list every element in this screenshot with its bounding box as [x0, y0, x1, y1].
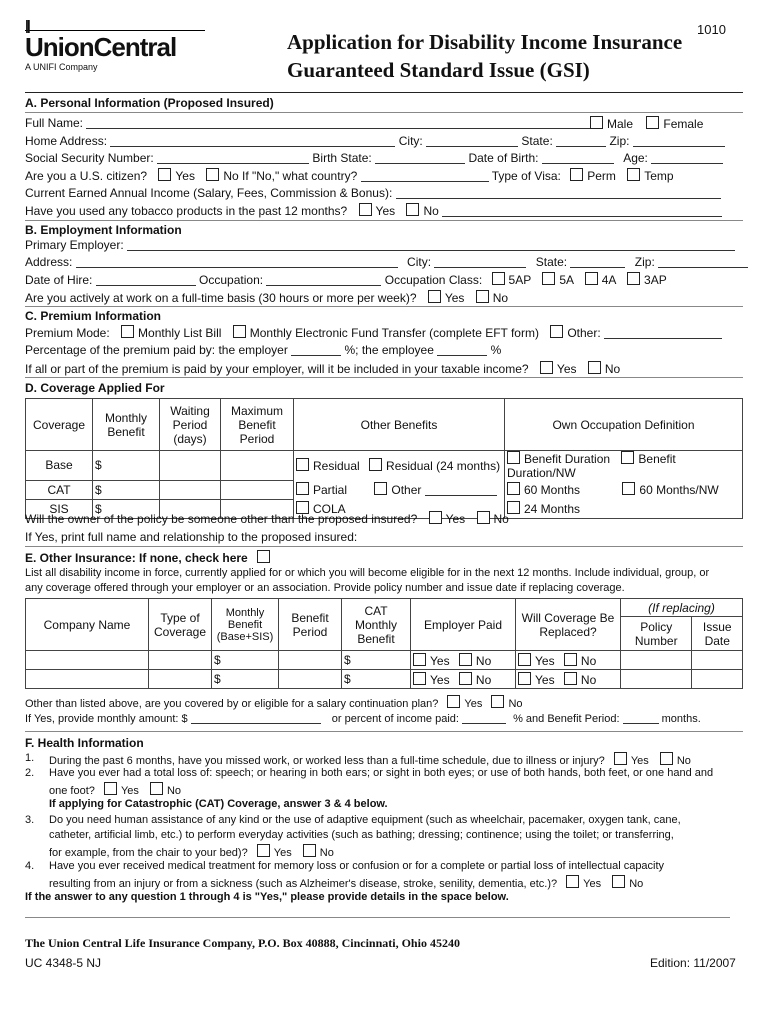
q3-text-a: Do you need human assistance of any kind or the use of adaptive equipment (such as wheelchair, pacemaker, oxygen tank, cane, — [49, 814, 681, 826]
full-name-field[interactable] — [86, 117, 596, 129]
state-field[interactable] — [556, 135, 606, 147]
citizen-no-checkbox[interactable] — [206, 168, 219, 181]
class-5a-checkbox[interactable] — [542, 272, 555, 285]
ssn-label: Social Security Number: — [25, 151, 154, 165]
citizen-yes-checkbox[interactable] — [158, 168, 171, 181]
q1-number: 1. — [25, 752, 35, 764]
section-e-intro1: List all disability income in force, currently applied for or which you will become eligible for in the next 12 months. Include individual, group, or — [25, 567, 710, 579]
salary-yes-label: Yes — [464, 698, 483, 710]
employer-address-field[interactable] — [76, 256, 398, 268]
employer-zip-field[interactable] — [658, 256, 748, 268]
employer-paid-no-checkbox[interactable] — [459, 672, 472, 685]
section-e-heading: E. Other Insurance: If none, check here — [25, 551, 248, 565]
details-line[interactable] — [25, 917, 730, 918]
section-a-heading: A. Personal Information (Proposed Insured) — [25, 96, 274, 110]
female-checkbox[interactable] — [646, 116, 659, 129]
active-no-checkbox[interactable] — [476, 290, 489, 303]
partial-checkbox[interactable] — [296, 482, 309, 495]
amount-label: If Yes, provide monthly amount: $ — [25, 713, 188, 725]
class-3ap-label: 3AP — [644, 273, 667, 287]
owner-print-label: If Yes, print full name and relationship to the proposed insured: — [25, 530, 358, 544]
q3-yes-checkbox[interactable] — [257, 844, 270, 857]
employer-paid-yes-checkbox[interactable] — [413, 653, 426, 666]
monthly-benefit-cell[interactable]: $ — [93, 451, 160, 481]
city-field[interactable] — [426, 135, 518, 147]
issue-cell[interactable] — [692, 651, 743, 670]
company-name-header: Company Name — [26, 599, 149, 651]
own-occ-cell: 60 Months 60 Months/NW — [505, 480, 743, 499]
employer-paid-yes-checkbox[interactable] — [413, 672, 426, 685]
period-cell[interactable] — [279, 670, 342, 689]
age-field[interactable] — [651, 152, 723, 164]
residual24-checkbox[interactable] — [369, 458, 382, 471]
logo-name: UnionCentral — [25, 32, 177, 62]
eft-checkbox[interactable] — [233, 325, 246, 338]
type-cell[interactable] — [149, 670, 212, 689]
monthly-benefit-cell[interactable]: $ — [93, 499, 160, 518]
replace-no-checkbox[interactable] — [564, 653, 577, 666]
pct-end-label: % — [490, 343, 502, 357]
q1-yes-label: Yes — [630, 755, 649, 767]
q2-no-checkbox[interactable] — [150, 782, 163, 795]
waiting-period-header: Waiting Period (days) — [160, 399, 221, 451]
replace-header: Will Coverage Be Replaced? — [516, 599, 621, 651]
monthly-base-sis-header: Monthly Benefit (Base+SIS) — [212, 599, 279, 651]
pct-paid-label: or percent of income paid: — [331, 713, 459, 725]
company-cell[interactable] — [26, 651, 149, 670]
type-header: Type of Coverage — [149, 599, 212, 651]
q4-text-a: Have you ever received medical treatment for memory loss or confusion or for a complete or partial loss of intellectual capacity — [49, 860, 665, 872]
own-occ-header: Own Occupation Definition — [505, 399, 743, 451]
q4-number: 4. — [25, 860, 35, 872]
tobacco-no-label: No — [423, 204, 439, 218]
hire-label: Date of Hire: — [25, 273, 93, 287]
no-other-insurance-checkbox[interactable] — [257, 550, 270, 563]
country-field[interactable] — [361, 170, 489, 182]
benefit-duration-nw-checkbox[interactable] — [621, 451, 634, 464]
employer-paid-cell: Yes No — [411, 651, 516, 670]
age-label: Age: — [623, 151, 648, 165]
own-occ-cell: 24 Months — [505, 499, 743, 518]
benefit-period-label: % and Benefit Period: — [513, 713, 620, 725]
60-months-nw-checkbox[interactable] — [622, 482, 635, 495]
issue-date-header: Issue Date — [692, 617, 743, 651]
owner-no-label: No — [493, 512, 509, 526]
q3-number: 3. — [25, 814, 35, 826]
ssn-field[interactable] — [157, 152, 309, 164]
class-5a-label: 5A — [559, 273, 574, 287]
section-b-heading: B. Employment Information — [25, 223, 182, 237]
birth-state-label: Birth State: — [312, 151, 372, 165]
issue-cell[interactable] — [692, 670, 743, 689]
other-benefits-cell: COLA — [294, 499, 505, 518]
max-benefit-cell[interactable] — [221, 451, 294, 481]
male-checkbox[interactable] — [590, 116, 603, 129]
policy-cell[interactable] — [621, 670, 692, 689]
other-benefits-header: Other Benefits — [294, 399, 505, 451]
coverage-label: Base — [26, 451, 93, 481]
tobacco-label: Have you used any tobacco products in the past 12 months? — [25, 204, 348, 218]
dob-label: Date of Birth: — [468, 151, 539, 165]
q3-yes-label: Yes — [273, 847, 292, 859]
q3-text-b: catheter, artificial limb, etc.) to perform everyday activities (such as bathing; dressing; continence; using the toilet; or transferring, — [49, 829, 674, 841]
active-no-label: No — [492, 291, 509, 305]
monthly-list-checkbox[interactable] — [121, 325, 134, 338]
class-3ap-checkbox[interactable] — [627, 272, 640, 285]
monthly-cell[interactable]: $ — [212, 670, 279, 689]
temp-label: Temp — [644, 169, 674, 183]
class-4a-checkbox[interactable] — [585, 272, 598, 285]
employer-state-label: State: — [535, 255, 568, 269]
cat-cell[interactable]: $ — [342, 651, 411, 670]
taxable-yes-label: Yes — [556, 362, 577, 376]
q2-yes-label: Yes — [120, 785, 139, 797]
other-benefit-field[interactable] — [425, 484, 497, 496]
class-5ap-checkbox[interactable] — [492, 272, 505, 285]
active-label: Are you actively at work on a full-time basis (30 hours or more per week)? — [25, 291, 417, 305]
other-mode-checkbox[interactable] — [550, 325, 563, 338]
class-5ap-label: 5AP — [508, 273, 531, 287]
class-4a-label: 4A — [601, 273, 616, 287]
if-replacing-header: (If replacing) — [621, 599, 743, 617]
insurance-row — [26, 670, 743, 689]
coverage-label: CAT — [26, 480, 93, 499]
q1-text: During the past 6 months, have you missed work, or worked less than a full-time schedule, due to illness or injury? — [49, 755, 605, 767]
monthly-benefit-header: Monthly Benefit — [93, 399, 160, 451]
tobacco-no-checkbox[interactable] — [406, 203, 419, 216]
tobacco-yes-checkbox[interactable] — [359, 203, 372, 216]
logo — [25, 17, 205, 72]
section-d-heading: D. Coverage Applied For — [25, 381, 165, 395]
visa-label: Type of Visa: — [491, 169, 561, 183]
employer-label: Primary Employer: — [25, 238, 124, 252]
salary-label: Other than listed above, are you covered by or eligible for a salary continuation plan? — [25, 698, 439, 710]
section-c-heading: C. Premium Information — [25, 309, 162, 323]
other-insurance-table — [25, 598, 743, 689]
cat-monthly-header: CAT Monthly Benefit — [342, 599, 411, 651]
citizen-label: Are you a U.S. citizen? — [25, 169, 148, 183]
months-label: months. — [661, 713, 701, 725]
waiting-cell[interactable] — [160, 480, 221, 499]
hire-field[interactable] — [96, 274, 196, 286]
title-line2: Guaranteed Standard Issue (GSI) — [287, 58, 590, 82]
form-number: 1010 — [697, 22, 726, 37]
q2-yes-checkbox[interactable] — [104, 782, 117, 795]
other-benefits-cell: Partial Other — [294, 480, 505, 499]
male-label: Male — [607, 117, 634, 131]
own-occ-cell: Benefit Duration Benefit Duration/NW — [505, 451, 743, 481]
q4-text-b: resulting from an injury or from a sickness (such as Alzheimer's disease, stroke, senility, dementia, etc.)? — [49, 878, 558, 890]
occ-class-label: Occupation Class: — [384, 273, 483, 287]
birth-state-field[interactable] — [375, 152, 465, 164]
city-label: City: — [398, 134, 423, 148]
salary-yes-checkbox[interactable] — [447, 695, 460, 708]
employer-paid-cell: Yes No — [411, 670, 516, 689]
coverage-header: Coverage — [26, 399, 93, 451]
coverage-label: SIS — [26, 499, 93, 518]
section-f-heading: F. Health Information — [25, 736, 144, 750]
replace-cell: Yes No — [516, 670, 621, 689]
active-yes-checkbox[interactable] — [428, 290, 441, 303]
active-yes-label: Yes — [444, 291, 465, 305]
q4-yes-checkbox[interactable] — [566, 875, 579, 888]
employer-zip-label: Zip: — [634, 255, 655, 269]
amount-field[interactable] — [191, 712, 321, 724]
company-cell[interactable] — [26, 670, 149, 689]
pct-mid-label: %; the employee — [344, 343, 434, 357]
occupation-label: Occupation: — [199, 273, 264, 287]
income-label: Current Earned Annual Income (Salary, Fees, Commission & Bonus): — [25, 186, 393, 200]
waiting-cell[interactable] — [160, 451, 221, 481]
q3-text-c: for example, from the chair to your bed)? — [49, 847, 248, 859]
q4-yes-label: Yes — [583, 878, 602, 890]
taxable-label: If all or part of the premium is paid by your employer, will it be included in your taxable income? — [25, 362, 529, 376]
employee-pct-field[interactable] — [437, 344, 487, 356]
policy-cell[interactable] — [621, 651, 692, 670]
q1-no-label: No — [676, 755, 691, 767]
footer-edition: Edition: 11/2007 — [650, 956, 736, 970]
max-benefit-cell[interactable] — [221, 480, 294, 499]
dob-field[interactable] — [542, 152, 614, 164]
employer-pct-field[interactable] — [291, 344, 341, 356]
q2-number: 2. — [25, 767, 35, 779]
replace-yes-checkbox[interactable] — [518, 653, 531, 666]
salary-no-checkbox[interactable] — [491, 695, 504, 708]
female-label: Female — [663, 117, 704, 131]
other-mode-field[interactable] — [604, 327, 722, 339]
other-benefit-checkbox[interactable] — [374, 482, 387, 495]
owner-no-checkbox[interactable] — [477, 511, 490, 524]
monthly-benefit-cell[interactable]: $ — [93, 480, 160, 499]
full-name-label: Full Name: — [25, 116, 84, 130]
tobacco-yes-label: Yes — [375, 204, 396, 218]
logo-tagline: A UNIFI Company — [25, 62, 98, 72]
q2-text-b: one foot? — [49, 785, 95, 797]
benefit-period-field[interactable] — [623, 712, 659, 724]
insurance-row — [26, 651, 743, 670]
other-benefits-cell: Residual Residual (24 months) — [294, 451, 505, 481]
footer-code: UC 4348-5 NJ — [25, 956, 102, 970]
benefit-period-header: Benefit Period — [279, 599, 342, 651]
tobacco-line — [442, 205, 722, 217]
q2-no-label: No — [166, 785, 182, 797]
perm-checkbox[interactable] — [570, 168, 583, 181]
employer-state-field[interactable] — [570, 256, 625, 268]
employer-city-label: City: — [407, 255, 432, 269]
type-cell[interactable] — [149, 651, 212, 670]
policy-number-header: Policy Number — [621, 617, 692, 651]
income-field[interactable] — [396, 187, 721, 199]
coverage-row-base — [26, 451, 743, 481]
pct-paid-field[interactable] — [462, 712, 506, 724]
monthly-list-label: Monthly List Bill — [138, 326, 222, 340]
max-benefit-header: Maximum Benefit Period — [221, 399, 294, 451]
premium-mode-label: Premium Mode: — [25, 326, 110, 340]
home-address-field[interactable] — [110, 135, 395, 147]
owner-label: Will the owner of the policy be someone other than the proposed insured? — [25, 512, 418, 526]
owner-yes-checkbox[interactable] — [429, 511, 442, 524]
residual-checkbox[interactable] — [296, 458, 309, 471]
details-note: If the answer to any question 1 through 4 is "Yes," please provide details in the space below. — [25, 891, 509, 903]
zip-label: Zip: — [609, 134, 630, 148]
replace-no-checkbox[interactable] — [564, 672, 577, 685]
pct-label: Percentage of the premium paid by: the employer — [25, 343, 288, 357]
employer-field[interactable] — [127, 239, 735, 251]
salary-no-label: No — [508, 698, 523, 710]
coverage-table — [25, 398, 743, 519]
cat-note: If applying for Catastrophic (CAT) Coverage, answer 3 & 4 below. — [49, 798, 388, 810]
q4-no-label: No — [629, 878, 644, 890]
citizen-no-label: No If "No," what country? — [223, 169, 358, 183]
monthly-cell[interactable]: $ — [212, 651, 279, 670]
zip-field[interactable] — [633, 135, 725, 147]
coverage-row-cat — [26, 480, 743, 499]
other-mode-label: Other: — [567, 326, 601, 340]
replace-cell: Yes No — [516, 651, 621, 670]
employer-paid-no-checkbox[interactable] — [459, 653, 472, 666]
q3-no-label: No — [319, 847, 334, 859]
title-line1: Application for Disability Income Insurance — [287, 30, 683, 54]
perm-label: Perm — [587, 169, 616, 183]
owner-yes-label: Yes — [445, 512, 466, 526]
60-months-checkbox[interactable] — [507, 482, 520, 495]
state-label: State: — [521, 134, 553, 148]
period-cell[interactable] — [279, 651, 342, 670]
q3-no-checkbox[interactable] — [303, 844, 316, 857]
q1-no-checkbox[interactable] — [660, 752, 673, 765]
citizen-yes-label: Yes — [175, 169, 195, 183]
taxable-no-label: No — [604, 362, 621, 376]
section-e-intro2: any coverage offered through your employer or an association. Provide policy number and issue date if replacing coverage. — [25, 582, 625, 594]
replace-yes-checkbox[interactable] — [518, 672, 531, 685]
q1-yes-checkbox[interactable] — [614, 752, 627, 765]
occupation-field[interactable] — [266, 274, 381, 286]
footer-company: The Union Central Life Insurance Company, P.O. Box 40888, Cincinnati, Ohio 45240 — [25, 936, 460, 950]
taxable-no-checkbox[interactable] — [588, 361, 601, 374]
home-address-label: Home Address: — [25, 134, 108, 148]
logo-mark-icon: || — [25, 17, 29, 33]
benefit-duration-checkbox[interactable] — [507, 451, 520, 464]
eft-label: Monthly Electronic Fund Transfer (complete EFT form) — [249, 326, 539, 340]
q2-text-a: Have you ever had a total loss of: speech; or hearing in both ears; or sight in both eyes; or use of both hands, both feet, or one hand and — [49, 767, 714, 779]
employer-paid-header: Employer Paid — [411, 599, 516, 651]
taxable-yes-checkbox[interactable] — [540, 361, 553, 374]
temp-checkbox[interactable] — [627, 168, 640, 181]
cat-cell[interactable]: $ — [342, 670, 411, 689]
employer-city-field[interactable] — [434, 256, 526, 268]
q4-no-checkbox[interactable] — [612, 875, 625, 888]
employer-address-label: Address: — [25, 255, 73, 269]
